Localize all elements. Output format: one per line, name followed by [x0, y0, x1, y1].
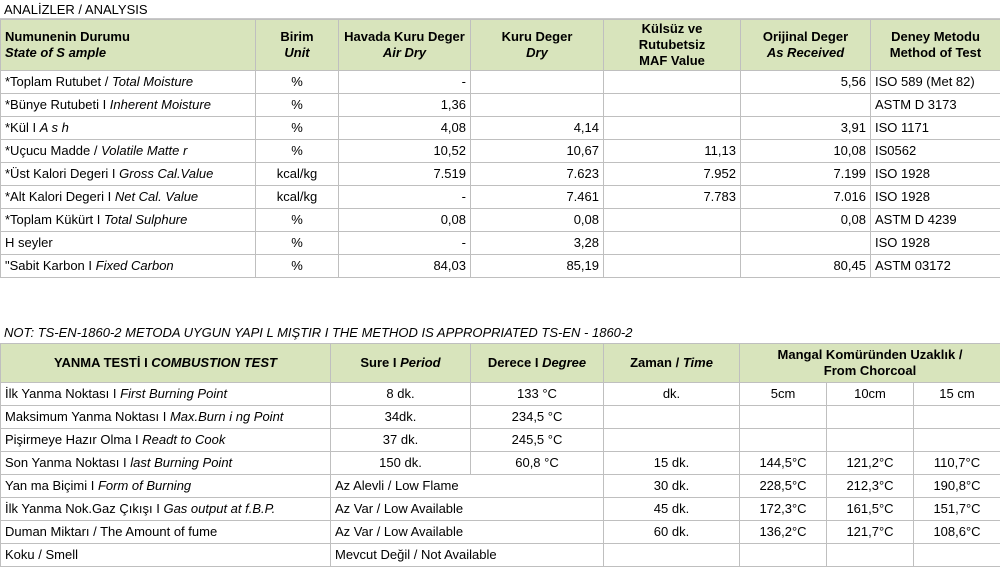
distance-15cm-cell: [914, 429, 1000, 452]
sample-label: [1, 140, 256, 163]
as-received-cell: 7.016: [741, 186, 871, 209]
header-distance: Mangal Komüründen Uzaklık / From Chorcoal: [740, 344, 1000, 383]
distance-5cm-cell: 5cm: [740, 383, 827, 406]
label-en: A s h: [39, 120, 69, 135]
air-dry-cell: 1,36: [339, 94, 471, 117]
dry-cell: 10,67: [471, 140, 604, 163]
label-tr: *Toplam Kükürt I: [5, 212, 104, 227]
label-tr: İlk Yanma Nok.Gaz Çıkışı I: [5, 501, 164, 516]
label-tr: *Üst Kalori Degeri I: [5, 166, 120, 181]
distance-5cm-cell: [740, 429, 827, 452]
result-cell: Az Var / Low Available: [331, 521, 604, 544]
header-test: YANMA TESTİ I COMBUSTION TEST: [1, 344, 331, 383]
header-period: Sure I Period: [331, 344, 471, 383]
header-maf: Külsüz ve Rutubetsiz MAF Value: [604, 20, 741, 71]
label-tr: "Sabit Karbon I: [5, 258, 96, 273]
distance-15cm-cell: [914, 406, 1000, 429]
header-dry: Kuru Deger Dry: [471, 20, 604, 71]
degree-cell: 60,8 °C: [471, 452, 604, 475]
result-cell: Mevcut Değil / Not Available: [331, 544, 604, 567]
analysis-row: [1, 232, 1000, 255]
air-dry-cell: 7.519: [339, 163, 471, 186]
unit-cell: %: [256, 94, 339, 117]
unit-cell: %: [256, 71, 339, 94]
analysis-row: [1, 186, 1000, 209]
period-cell: 34dk.: [331, 406, 471, 429]
sample-label: [1, 209, 256, 232]
result-cell: Az Var / Low Available: [331, 498, 604, 521]
unit-cell: kcal/kg: [256, 163, 339, 186]
distance-10cm-cell: [827, 406, 914, 429]
test-label: [1, 406, 331, 429]
maf-cell: [604, 209, 741, 232]
distance-5cm-cell: [740, 406, 827, 429]
analysis-row: [1, 163, 1000, 186]
label-tr: Son Yanma Noktası I: [5, 455, 131, 470]
label-tr: *Uçucu Madde /: [5, 143, 102, 158]
distance-10cm-cell: [827, 544, 914, 567]
maf-cell: [604, 255, 741, 278]
label-tr: Duman Miktarı / The Amount of fume: [5, 524, 218, 539]
maf-cell: [604, 232, 741, 255]
time-cell: 15 dk.: [604, 452, 740, 475]
label-tr: H seyler: [5, 235, 53, 250]
dry-cell: 85,19: [471, 255, 604, 278]
air-dry-cell: -: [339, 232, 471, 255]
header-air-dry: Havada Kuru Deger Air Dry: [339, 20, 471, 71]
sample-label: [1, 186, 256, 209]
label-en: First Burning Point: [120, 386, 228, 401]
header-state: Numunenin Durumu State of S ample: [1, 20, 256, 71]
label-en: Form of Burning: [97, 478, 192, 493]
sample-label: [1, 255, 256, 278]
header-unit: Birim Unit: [256, 20, 339, 71]
dry-cell: 3,28: [471, 232, 604, 255]
maf-cell: [604, 117, 741, 140]
sample-label: [1, 71, 256, 94]
test-label: [1, 429, 331, 452]
dry-cell: 7.623: [471, 163, 604, 186]
dry-cell: 7.461: [471, 186, 604, 209]
analysis-row: [1, 140, 1000, 163]
analysis-row: [1, 209, 1000, 232]
test-label: [1, 498, 331, 521]
degree-cell: 245,5 °C: [471, 429, 604, 452]
unit-cell: %: [256, 232, 339, 255]
maf-cell: [604, 94, 741, 117]
as-received-cell: [741, 232, 871, 255]
label-tr: *Bünye Rutubeti I: [5, 97, 110, 112]
test-label: [1, 452, 331, 475]
degree-cell: 133 °C: [471, 383, 604, 406]
label-en: Fixed Carbon: [95, 258, 174, 273]
sample-label: [1, 232, 256, 255]
maf-cell: 11,13: [604, 140, 741, 163]
combustion-row: [1, 544, 1000, 567]
as-received-cell: 10,08: [741, 140, 871, 163]
analysis-row: [1, 94, 1000, 117]
as-received-cell: 5,56: [741, 71, 871, 94]
test-label: [1, 521, 331, 544]
label-tr: İlk Yanma Noktası I: [5, 386, 121, 401]
analysis-table: [0, 19, 1000, 278]
combustion-row: [1, 406, 1000, 429]
sample-label: [1, 163, 256, 186]
time-cell: 30 dk.: [604, 475, 740, 498]
distance-15cm-cell: [914, 544, 1000, 567]
label-tr: *Kül I: [5, 120, 40, 135]
combustion-row: [1, 383, 1000, 406]
label-en: Gross Cal.Value: [119, 166, 214, 181]
combustion-row: [1, 429, 1000, 452]
distance-5cm-cell: [740, 544, 827, 567]
test-label: [1, 475, 331, 498]
method-cell: ASTM 03172: [871, 255, 1000, 278]
label-en: Readt to Cook: [142, 432, 226, 447]
label-en: Net Cal. Value: [114, 189, 199, 204]
combustion-header-row: [1, 344, 1000, 383]
distance-10cm-cell: [827, 429, 914, 452]
label-tr: Maksimum Yanma Noktası I: [5, 409, 170, 424]
method-cell: ISO 1928: [871, 163, 1000, 186]
distance-15cm-cell: 151,7°C: [914, 498, 1000, 521]
analysis-row: [1, 255, 1000, 278]
combustion-table: [0, 343, 1000, 567]
label-en: Inherent Moisture: [109, 97, 211, 112]
time-cell: 60 dk.: [604, 521, 740, 544]
unit-cell: %: [256, 209, 339, 232]
method-cell: ASTM D 4239: [871, 209, 1000, 232]
unit-cell: %: [256, 140, 339, 163]
header-time: Zaman / Time: [604, 344, 740, 383]
distance-10cm-cell: 10cm: [827, 383, 914, 406]
dry-cell: [471, 94, 604, 117]
method-note: NOT: TS-EN-1860-2 METODA UYGUN YAPI L MIŞTIR I THE METHOD IS APPROPRIATED TS-EN - 1860-2: [4, 325, 633, 340]
test-label: [1, 383, 331, 406]
analysis-header-row: [1, 20, 1000, 71]
as-received-cell: 7.199: [741, 163, 871, 186]
label-en: last Burning Point: [130, 455, 233, 470]
distance-5cm-cell: 136,2°C: [740, 521, 827, 544]
sample-label: [1, 117, 256, 140]
label-tr: Koku / Smell: [5, 547, 78, 562]
distance-15cm-cell: 110,7°C: [914, 452, 1000, 475]
label-tr: Pişirmeye Hazır Olma I: [5, 432, 143, 447]
label-en: Max.Burn i ng Point: [169, 409, 284, 424]
time-cell: [604, 429, 740, 452]
label-tr: Yan ma Biçimi I: [5, 478, 98, 493]
distance-15cm-cell: 15 cm: [914, 383, 1000, 406]
distance-10cm-cell: 212,3°C: [827, 475, 914, 498]
time-cell: 45 dk.: [604, 498, 740, 521]
method-cell: ISO 589 (Met 82): [871, 71, 1000, 94]
maf-cell: 7.952: [604, 163, 741, 186]
air-dry-cell: -: [339, 186, 471, 209]
section-title: ANALİZLER / ANALYSIS: [0, 0, 1000, 19]
header-as-received: Orijinal Deger As Received: [741, 20, 871, 71]
sample-label: [1, 94, 256, 117]
analysis-row: [1, 117, 1000, 140]
air-dry-cell: 10,52: [339, 140, 471, 163]
unit-cell: %: [256, 255, 339, 278]
maf-cell: 7.783: [604, 186, 741, 209]
combustion-row: [1, 452, 1000, 475]
time-cell: [604, 544, 740, 567]
time-cell: dk.: [604, 383, 740, 406]
combustion-row: [1, 475, 1000, 498]
distance-15cm-cell: 190,8°C: [914, 475, 1000, 498]
label-tr: *Toplam Rutubet /: [5, 74, 112, 89]
method-cell: ISO 1928: [871, 232, 1000, 255]
label-tr: *Alt Kalori Degeri I: [5, 189, 115, 204]
as-received-cell: 80,45: [741, 255, 871, 278]
as-received-cell: 3,91: [741, 117, 871, 140]
as-received-cell: [741, 94, 871, 117]
air-dry-cell: 4,08: [339, 117, 471, 140]
method-cell: ISO 1928: [871, 186, 1000, 209]
distance-10cm-cell: 121,2°C: [827, 452, 914, 475]
method-cell: IS0562: [871, 140, 1000, 163]
period-cell: 37 dk.: [331, 429, 471, 452]
label-en: Volatile Matte r: [101, 143, 188, 158]
dry-cell: 4,14: [471, 117, 604, 140]
result-cell: Az Alevli / Low Flame: [331, 475, 604, 498]
distance-5cm-cell: 172,3°C: [740, 498, 827, 521]
distance-5cm-cell: 228,5°C: [740, 475, 827, 498]
label-en: Total Moisture: [111, 74, 194, 89]
period-cell: 8 dk.: [331, 383, 471, 406]
distance-5cm-cell: 144,5°C: [740, 452, 827, 475]
unit-cell: kcal/kg: [256, 186, 339, 209]
analysis-row: [1, 71, 1000, 94]
period-cell: 150 dk.: [331, 452, 471, 475]
as-received-cell: 0,08: [741, 209, 871, 232]
distance-10cm-cell: 161,5°C: [827, 498, 914, 521]
header-method: Deney Metodu Method of Test: [871, 20, 1000, 71]
method-cell: ASTM D 3173: [871, 94, 1000, 117]
combustion-row: [1, 521, 1000, 544]
combustion-row: [1, 498, 1000, 521]
distance-15cm-cell: 108,6°C: [914, 521, 1000, 544]
dry-cell: 0,08: [471, 209, 604, 232]
time-cell: [604, 406, 740, 429]
test-label: [1, 544, 331, 567]
maf-cell: [604, 71, 741, 94]
degree-cell: 234,5 °C: [471, 406, 604, 429]
unit-cell: %: [256, 117, 339, 140]
label-en: Total Sulphure: [104, 212, 188, 227]
air-dry-cell: -: [339, 71, 471, 94]
dry-cell: [471, 71, 604, 94]
method-cell: ISO 1171: [871, 117, 1000, 140]
air-dry-cell: 84,03: [339, 255, 471, 278]
distance-10cm-cell: 121,7°C: [827, 521, 914, 544]
label-en: Gas output at f.B.P.: [163, 501, 276, 516]
header-degree: Derece I Degree: [471, 344, 604, 383]
air-dry-cell: 0,08: [339, 209, 471, 232]
